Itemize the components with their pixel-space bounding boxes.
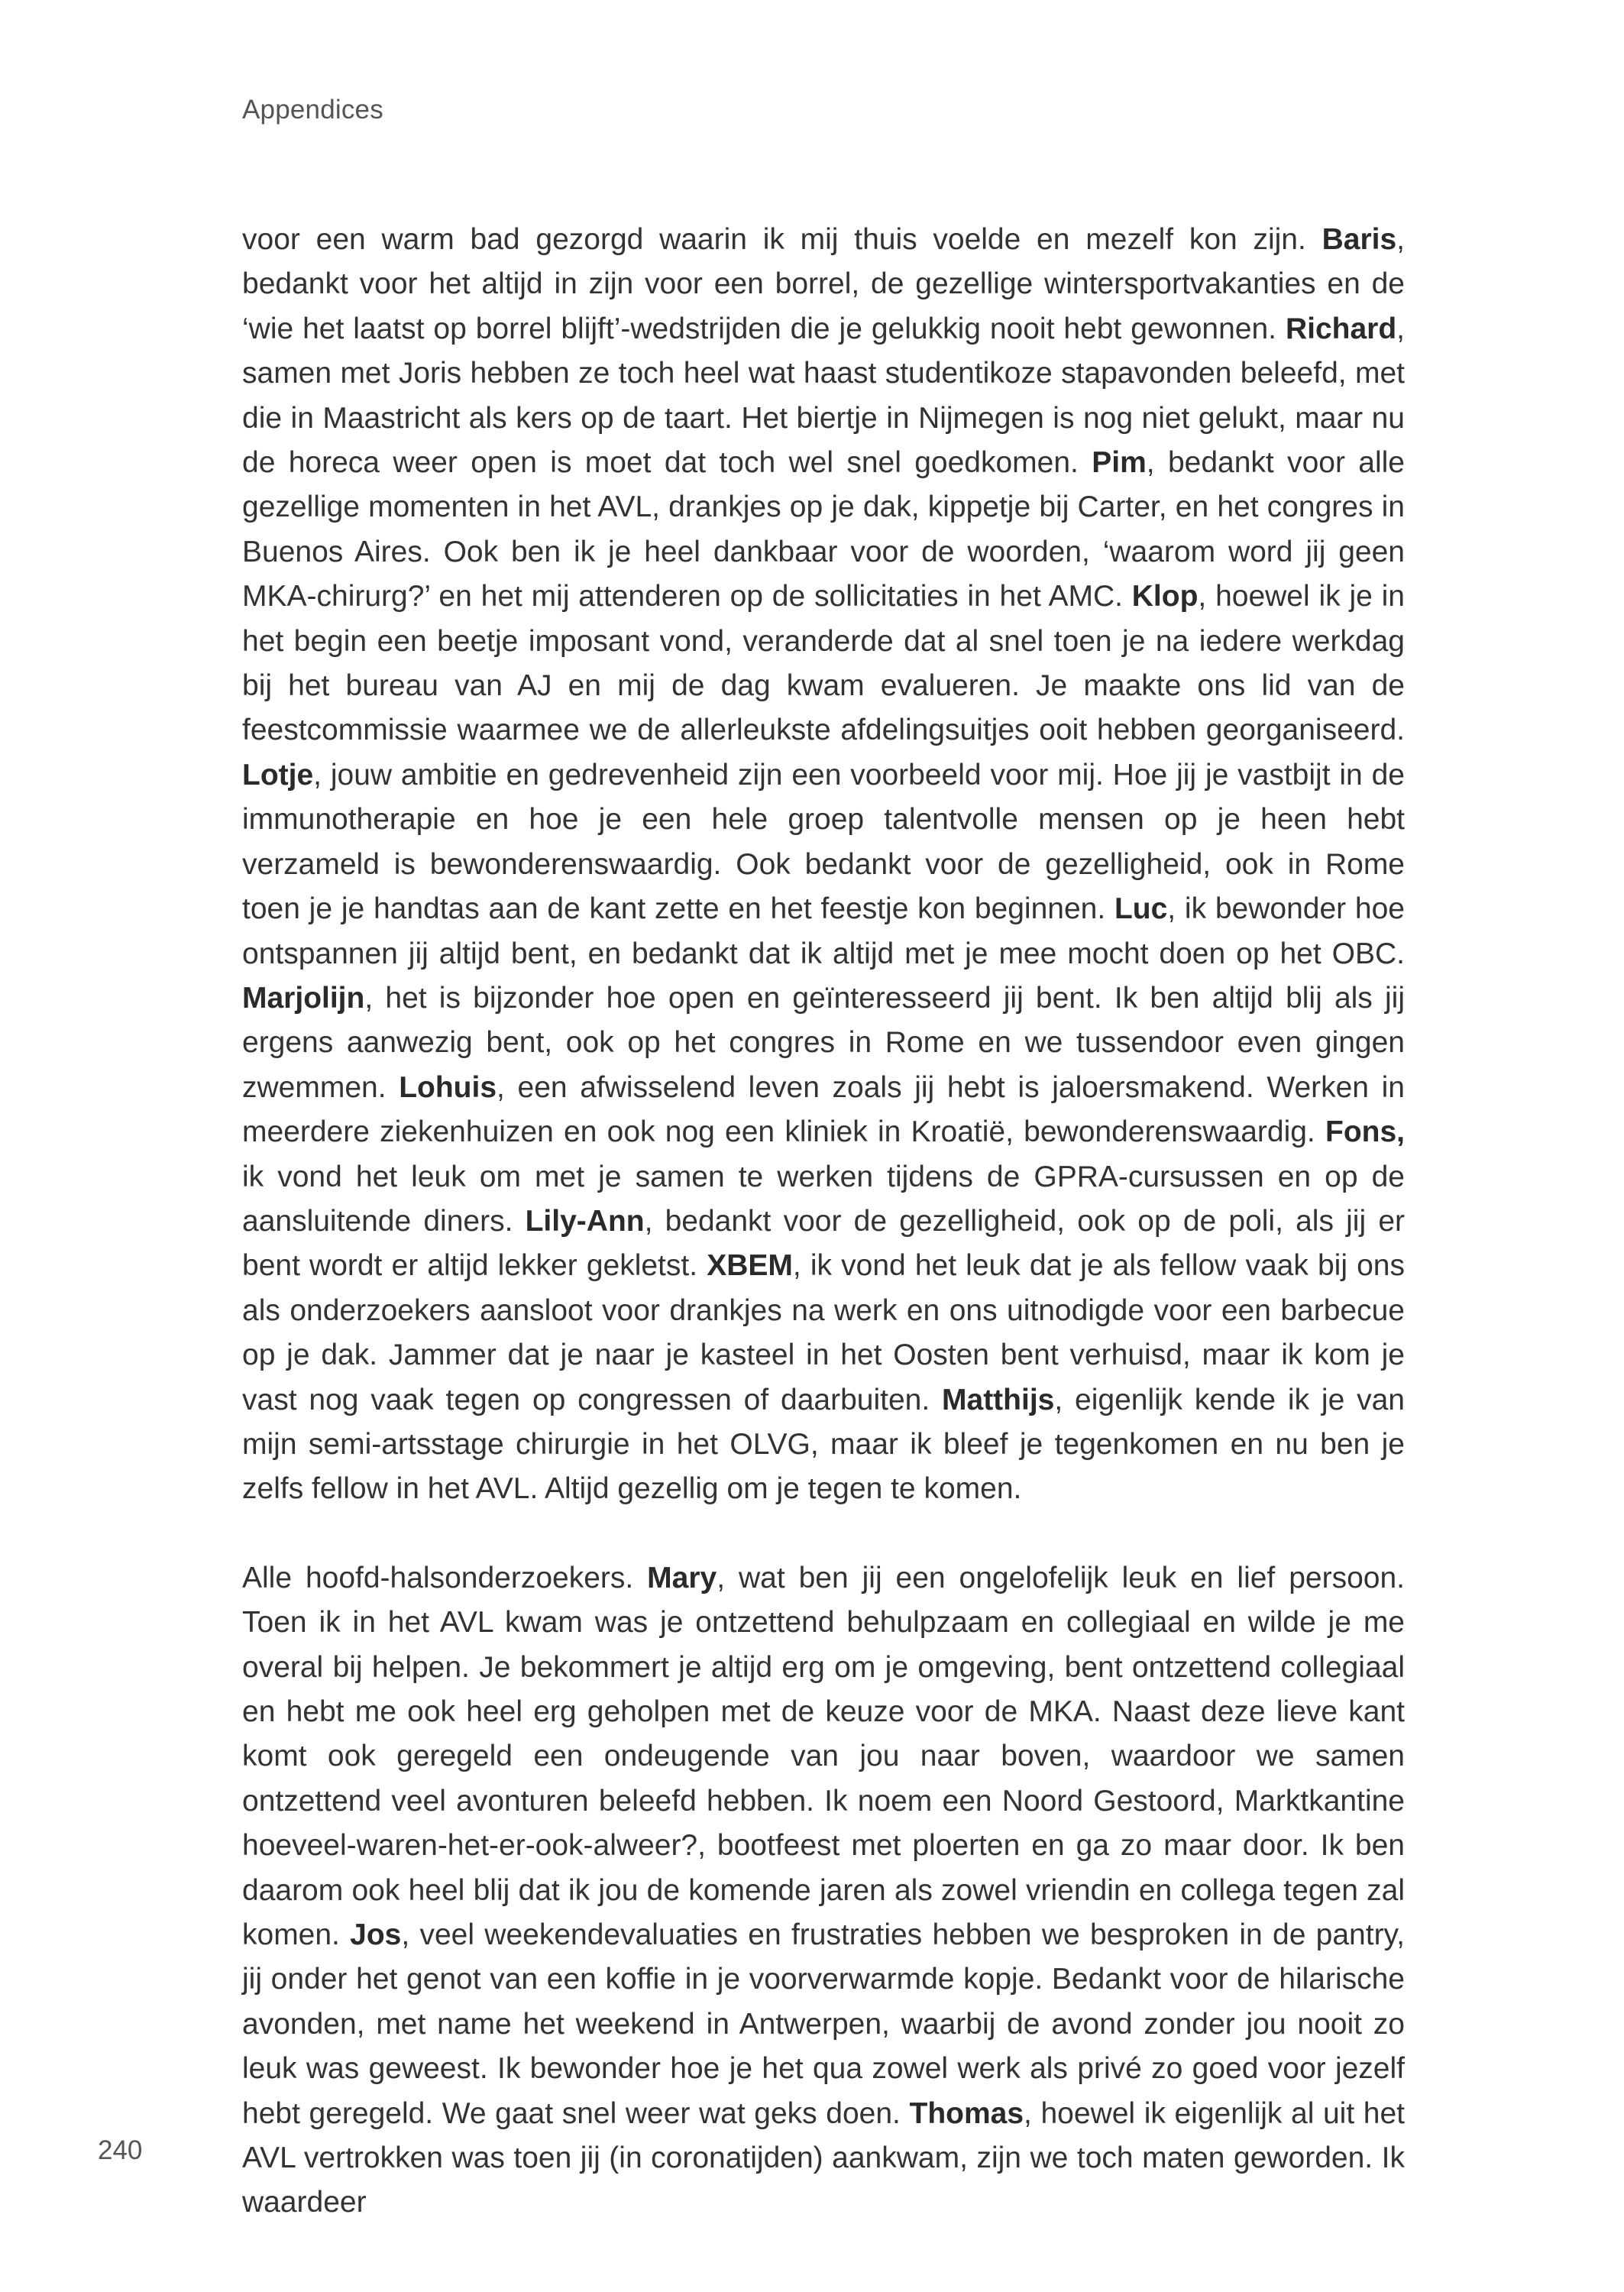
- person-name: Mary: [647, 1561, 717, 1594]
- person-name: Marjolijn: [242, 981, 365, 1015]
- text-segment: ik vond het leuk om met je samen te werken tijdens de GPRA-cursussen en op de aansluitende diners.: [242, 1160, 1405, 1238]
- text-segment: Alle hoofd-halsonderzoekers.: [242, 1561, 648, 1594]
- person-name: Lotje: [242, 758, 314, 792]
- person-name: XBEM: [707, 1249, 793, 1283]
- text-segment: , ik bewonder hoe ontspannen jij altijd bent, en bedankt dat ik altijd met je mee mocht doen op het OBC.: [242, 892, 1405, 970]
- text-segment: , hoewel ik je in het begin een beetje imposant vond, veranderde dat al snel toen je na iedere werkdag bij het bureau van AJ en mij de dag kwam evalueren. Je maakte ons lid van de feestcommissie waarmee we de allerleukste afdelingsuitjes ooit hebben georganiseerd.: [242, 580, 1405, 747]
- text-segment: , veel weekendevaluaties en frustraties hebben we besproken in de pantry, jij onder het genot van een koffie in je voorverwarmde kopje. Bedankt voor de hilarische avonden, met name het weekend in Antwerpen, waarbij de avond zonder jou nooit zo leuk was geweest. Ik bewonder hoe je het qua zowel werk als privé zo goed voor jezelf hebt geregeld. We gaat snel weer wat geks doen.: [242, 1918, 1405, 2130]
- text-segment: , het is bijzonder hoe open en geïnteresseerd jij bent. Ik ben altijd blij als jij ergens aanwezig bent, ook op het congres in Rome en we tussendoor even gingen zwemmen.: [242, 981, 1405, 1104]
- person-name: Thomas: [909, 2096, 1024, 2130]
- person-name: Pim: [1092, 446, 1147, 480]
- paragraph: [242, 218, 1405, 1512]
- person-name: Klop: [1131, 580, 1199, 613]
- person-name: Luc: [1114, 892, 1168, 926]
- text-segment: , hoewel ik eigenlijk al uit het AVL vertrokken was toen jij (in coronatijden) aankwam, zijn we toch maten geworden. Ik waardeer: [242, 2096, 1406, 2219]
- text-segment: , een afwisselend leven zoals jij hebt is jaloersmakend. Werken in meerdere ziekenhuizen en ook nog een kliniek in Kroatië, bewonderenswaardig.: [242, 1070, 1405, 1149]
- page-number: 240: [98, 2135, 143, 2165]
- person-name: Lily-Ann: [525, 1204, 645, 1238]
- person-name: Fons,: [1325, 1115, 1405, 1149]
- text-segment: , ik vond het leuk dat je als fellow vaak bij ons als onderzoekers aansloot voor drankjes na werk en ons uitnodigde voor een barbecue op je dak. Jammer dat je naar je kasteel in het Oosten bent verhuisd, maar ik kom je vast nog vaak tegen op congressen of daarbuiten.: [242, 1249, 1405, 1416]
- text-segment: , jouw ambitie en gedrevenheid zijn een voorbeeld voor mij. Hoe jij je vastbijt in de immunotherapie en hoe je een hele groep talentvolle mensen op je heen hebt verzameld is bewonderenswaardig. Ook bedankt voor de gezelligheid, ook in Rome toen je je handtas aan de kant zette en het feestje kon beginnen.: [242, 758, 1405, 926]
- person-name: Lohuis: [399, 1070, 497, 1104]
- paragraph: [242, 1556, 1405, 2226]
- person-name: Jos: [350, 1918, 402, 1952]
- text-segment: , eigenlijk kende ik je van mijn semi-artsstage chirurgie in het OLVG, maar ik bleef je tegenkomen en nu ben je zelfs fellow in het AVL. Altijd gezellig om je tegen te komen.: [242, 1383, 1405, 1506]
- running-header: Appendices: [242, 95, 383, 125]
- text-segment: , bedankt voor de gezelligheid, ook op de poli, als jij er bent wordt er altijd lekker gekletst.: [242, 1204, 1405, 1283]
- text-segment: , bedankt voor het altijd in zijn voor een borrel, de gezellige wintersportvakanties en de ‘wie het laatst op borrel blijft’-wedstrijden die je gelukkig nooit hebt gewonnen.: [242, 223, 1405, 345]
- text-segment: , wat ben jij een ongelofelijk leuk en lief persoon. Toen ik in het AVL kwam was je ontzettend behulpzaam en collegiaal en wilde je me overal bij helpen. Je bekommert je altijd erg om je omgeving, bent ontzettend collegiaal en hebt me ook heel erg geholpen met de keuze voor de MKA. Naast deze lieve kant komt ook geregeld een ondeugende van jou naar boven, waardoor we samen ontzettend veel avonturen beleefd hebben. Ik noem een Noord Gestoord, Marktkantine hoeveel-waren-het-er-ook-alweer?, bootfeest met ploerten en ga zo maar door. Ik ben daarom ook heel blij dat ik jou de komende jaren als zowel vriendin en collega tegen zal komen.: [242, 1561, 1405, 1952]
- person-name: Baris: [1322, 223, 1397, 256]
- text-segment: , samen met Joris hebben ze toch heel wat haast studentikoze stapavonden beleefd, met die in Maastricht als kers op de taart. Het biertje in Nijmegen is nog niet gelukt, maar nu de horeca weer open is moet dat toch wel snel goedkomen.: [242, 312, 1405, 480]
- text-segment: voor een warm bad gezorgd waarin ik mij thuis voelde en mezelf kon zijn.: [242, 223, 1322, 256]
- body-text: [242, 218, 1405, 2226]
- text-segment: , bedankt voor alle gezellige momenten in het AVL, drankjes op je dak, kippetje bij Carter, en het congres in Buenos Aires. Ook ben ik je heel dankbaar voor de woorden, ‘waarom word jij geen MKA-chirurg?’ en het mij attenderen op de sollicitaties in het AMC.: [242, 446, 1405, 613]
- person-name: Matthijs: [942, 1383, 1055, 1416]
- person-name: Richard: [1285, 312, 1397, 345]
